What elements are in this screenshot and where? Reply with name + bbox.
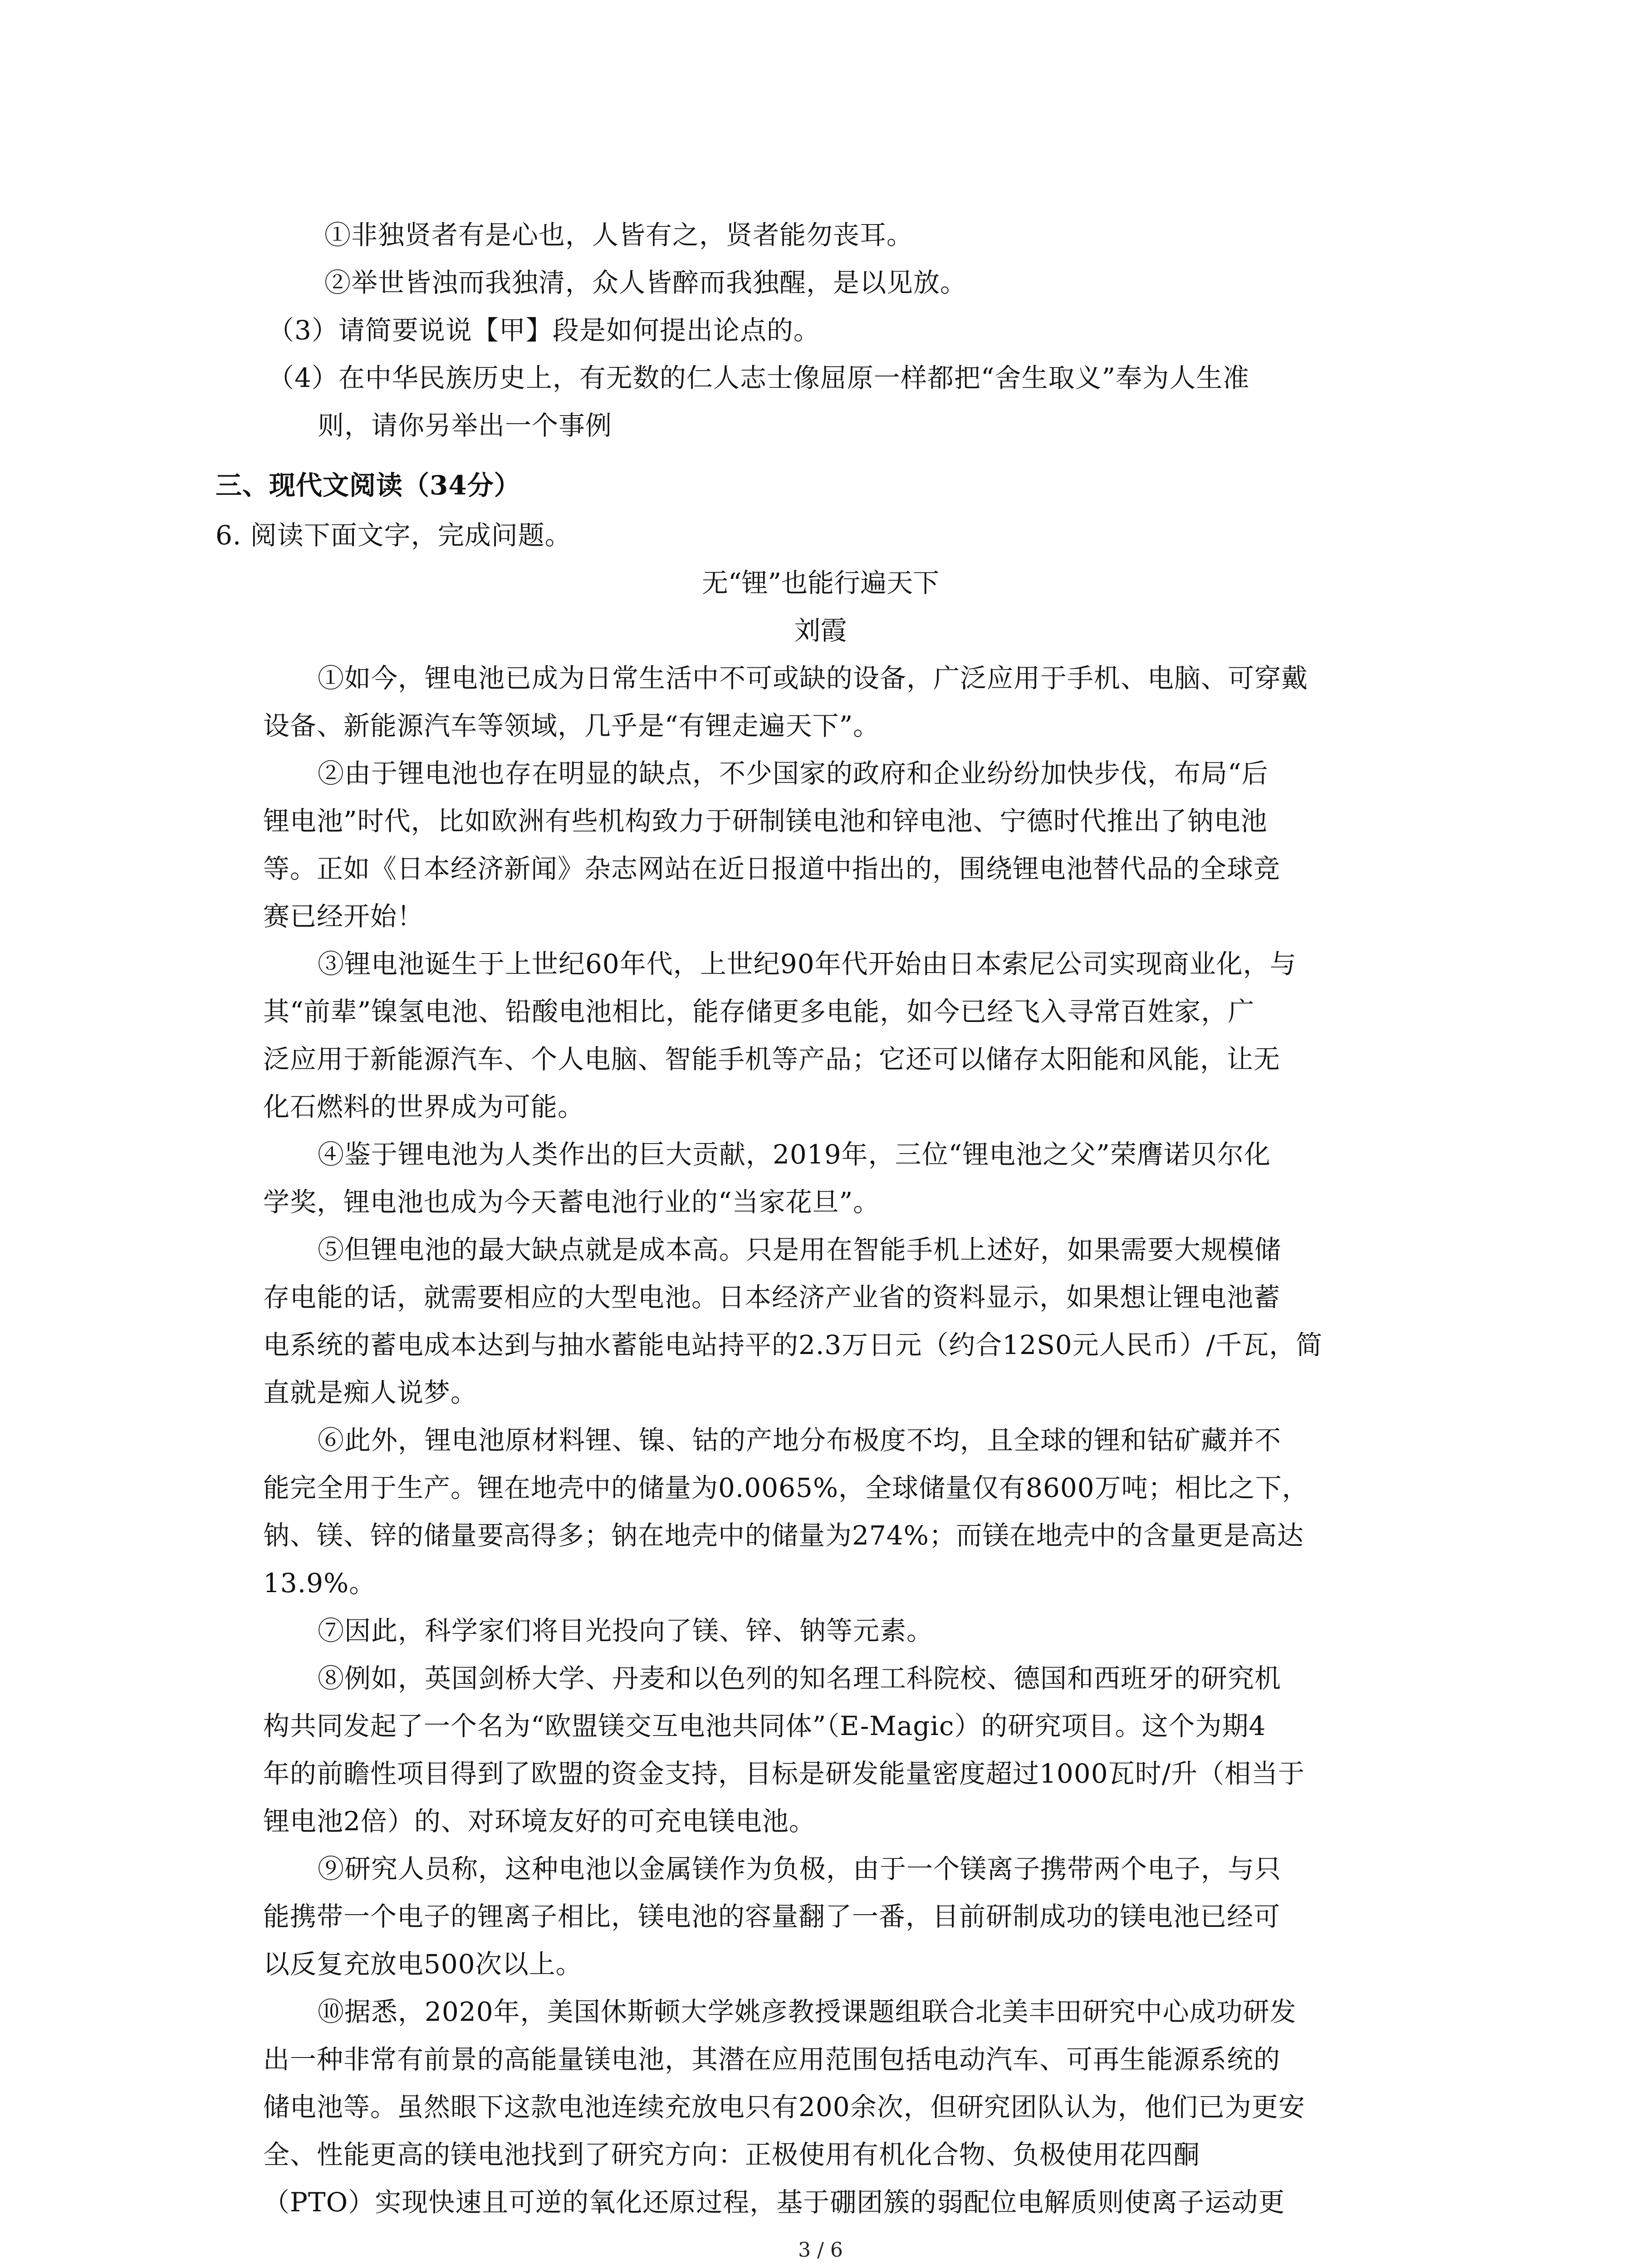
article-line: ⑥此外，锂电池原材料锂、镍、钴的产地分布极度不均，且全球的锂和钴矿藏并不: [318, 1425, 1282, 1456]
article-line: 以反复充放电500次以上。: [263, 1949, 583, 1980]
article-line: 钠、镁、锌的储量要高得多；钠在地壳中的储量为274%；而镁在地壳中的含量更是高达: [263, 1520, 1304, 1551]
article-line: ⑨研究人员称，这种电池以金属镁作为负极，由于一个镁离子携带两个电子，与只: [318, 1853, 1282, 1884]
page-number: 3 / 6: [798, 2239, 843, 2262]
question-3: （3）请简要说说【甲】段是如何提出论点的。: [268, 315, 820, 346]
article-line: 能完全用于生产。锂在地壳中的储量为0.0065%，全球储量仅有8600万吨；相比之下，: [263, 1472, 1309, 1503]
article-line: 化石燃料的世界成为可能。: [263, 1091, 585, 1122]
article-line: 存电能的话，就需要相应的大型电池。日本经济产业省的资料显示，如果想让锂电池蓄: [263, 1282, 1281, 1313]
article-line: 能携带一个电子的锂离子相比，镁电池的容量翻了一番，目前研制成功的镁电池已经可: [263, 1901, 1281, 1932]
article-line: 电系统的蓄电成本达到与抽水蓄能电站持平的2.3万日元（约合12S0元人民币）/千瓦，简: [263, 1330, 1323, 1360]
section-heading: 三、现代文阅读（34分）: [216, 470, 521, 501]
article-line: 泛应用于新能源汽车、个人电脑、智能手机等产品；它还可以储存太阳能和风能，让无: [263, 1044, 1281, 1075]
quote-1: ①非独贤者有是心也，人皆有之，贤者能勿丧耳。: [324, 220, 914, 250]
article-line: ②由于锂电池也存在明显的缺点，不少国家的政府和企业纷纷加快步伐，布局“后: [318, 758, 1269, 789]
article-line: ⑩据悉，2020年，美国休斯顿大学姚彦教授课题组联合北美丰田研究中心成功研发: [318, 1996, 1297, 2027]
article-line: ③锂电池诞生于上世纪60年代，上世纪90年代开始由日本索尼公司实现商业化，与: [318, 948, 1297, 979]
article-line: 设备、新能源汽车等领域，几乎是“有锂走遍天下”。: [263, 710, 880, 741]
article-title: 无“锂”也能行遍天下: [701, 567, 940, 598]
article-line: 学奖，锂电池也成为今天蓄电池行业的“当家花旦”。: [263, 1187, 880, 1217]
article-line: 出一种非常有前景的高能量镁电池，其潜在应用范围包括电动汽车、可再生能源系统的: [263, 2044, 1281, 2075]
quote-2: ②举世皆浊而我独清，众人皆醉而我独醒，是以见放。: [324, 267, 967, 298]
question-6: 6. 阅读下面文字，完成问题。: [216, 520, 572, 551]
article-line: ①如今，锂电池已成为日常生活中不可或缺的设备，广泛应用于手机、电脑、可穿戴: [318, 663, 1308, 694]
article-line: 年的前瞻性项目得到了欧盟的资金支持，目标是研发能量密度超过1000瓦时/升（相当于: [263, 1758, 1305, 1789]
article-line: （PTO）实现快速且可逆的氧化还原过程，基于硼团簇的弱配位电解质则使离子运动更: [263, 2187, 1285, 2218]
article-line: 储电池等。虽然眼下这款电池连续充放电只有200余次，但研究团队认为，他们已为更安: [263, 2092, 1305, 2122]
article-line: 赛已经开始！: [263, 901, 424, 932]
article-line: 等。正如《日本经济新闻》杂志网站在近日报道中指出的，围绕锂电池替代品的全球竞: [263, 853, 1281, 884]
article-author: 刘霞: [794, 615, 847, 646]
article-line: 其“前辈”镍氢电池、铅酸电池相比，能存储更多电能，如今已经飞入寻常百姓家，广: [263, 996, 1255, 1027]
article-line: 全、性能更高的镁电池找到了研究方向：正极使用有机化合物、负极使用花四酮: [263, 2139, 1200, 2170]
article-line: 直就是痴人说梦。: [263, 1377, 478, 1408]
article-line: 构共同发起了一个名为“欧盟镁交互电池共同体”（E-Magic）的研究项目。这个为期4: [263, 1711, 1266, 1741]
article-line: ⑦因此，科学家们将目光投向了镁、锌、钠等元素。: [318, 1615, 934, 1646]
question-4-line-1: （4）在中华民族历史上，有无数的仁人志士像屈原一样都把“舍生取义”奉为人生准: [268, 362, 1250, 393]
article-line: 锂电池2倍）的、对环境友好的可充电镁电池。: [263, 1806, 816, 1837]
article-line: 锂电池”时代，比如欧洲有些机构致力于研制镁电池和锌电池、宁德时代推出了钠电池: [263, 806, 1268, 836]
question-4-line-2: 则，请你另举出一个事例: [318, 410, 612, 441]
article-line: 13.9%。: [263, 1568, 376, 1598]
article-line: ④鉴于锂电池为人类作出的巨大贡献，2019年，三位“锂电池之父”荣膺诺贝尔化: [318, 1139, 1271, 1170]
article-line: ⑧例如，英国剑桥大学、丹麦和以色列的知名理工科院校、德国和西班牙的研究机: [318, 1663, 1282, 1694]
article-line: ⑤但锂电池的最大缺点就是成本高。只是用在智能手机上述好，如果需要大规模储: [318, 1234, 1282, 1265]
